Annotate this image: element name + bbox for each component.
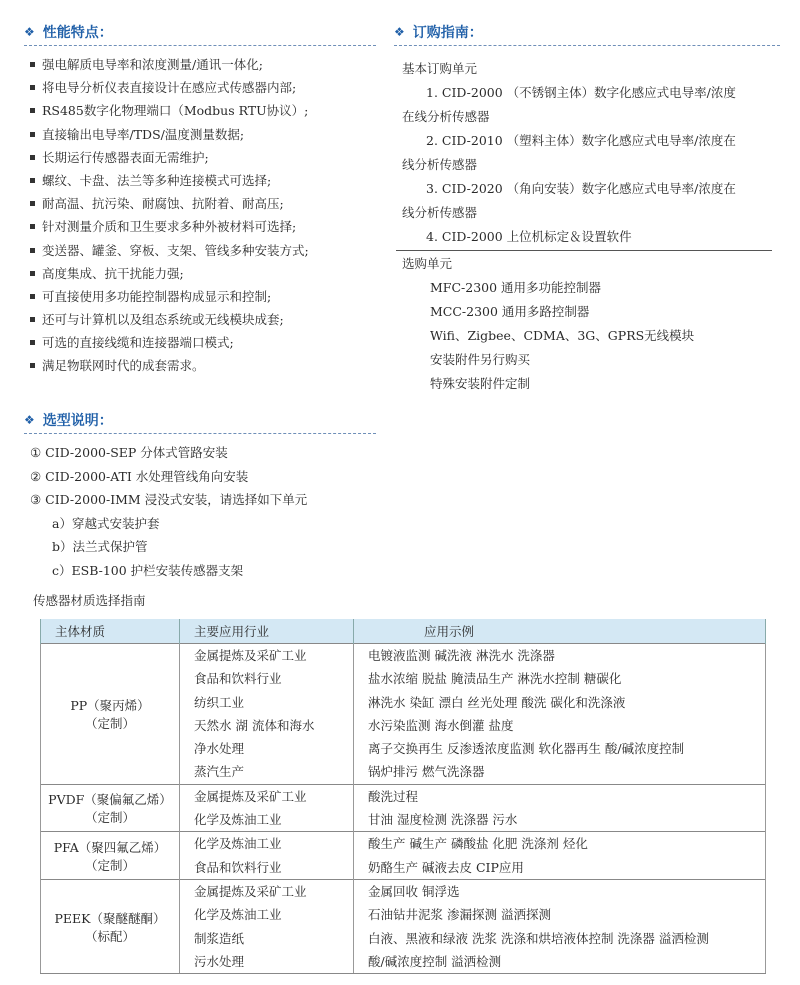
feature-text: 直接输出电导率/TDS/温度测量数据; [42,126,245,142]
header-material: 主体材质 [41,619,180,644]
material-cell [41,832,180,880]
optional-unit-item: MFC-2300 通用多功能控制器 [430,280,602,295]
industry-item: 金属提炼及采矿工业 [194,883,307,899]
square-bullet-icon [30,340,35,345]
selection-title: 选型说明： [42,413,113,429]
ordering-separator [396,250,772,251]
table-row [41,832,766,880]
industry-cell [180,879,354,973]
industry-item: 蒸汽生产 [194,764,245,780]
table-row [41,644,766,785]
header-examples: 应用示例 [354,619,766,644]
optional-unit-item: MCC-2300 通用多路控制器 [430,304,590,319]
industry-item: 制浆造纸 [194,930,245,946]
feature-item [30,215,309,238]
industry-item: 食品和饮料行业 [194,671,282,687]
feature-text: 满足物联网时代的成套需求。 [42,358,205,374]
feature-text: 耐高温、抗污染、耐腐蚀、抗附着、耐高压; [42,196,284,212]
feature-text: 针对测量介质和卫生要求多种外被材料可选择; [42,219,297,235]
optional-unit-item: 安装附件另行购买 [430,352,531,367]
diamond-bullet-icon: ❖ [24,413,35,427]
basic-unit-item: 在线分析传感器 [402,109,490,124]
square-bullet-icon [30,271,35,276]
material-name [41,880,179,973]
material-line: （定制） [84,715,135,731]
industry-cell [180,644,354,785]
ordering-heading [394,22,483,42]
model-option: ③ CID-2000-IMM 浸没式安装，请选择如下单元 [30,492,308,508]
square-bullet-icon [30,201,35,206]
basic-unit-label: 基本订购单元 [402,61,478,76]
example-item: 盐水浓缩 脱盐 腌渍品生产 淋洗水控制 糖碳化 [368,671,622,687]
industry-item: 化学及炼油工业 [194,836,282,852]
table-row [41,784,766,832]
feature-text: 变送器、罐釜、穿板、支架、管线多种安装方式; [42,242,309,258]
basic-unit-item: 线分析传感器 [402,205,478,220]
model-sub-option: b）法兰式保护管 [52,539,148,555]
ordering-block [402,57,772,396]
material-name [41,644,179,784]
model-sub-option: c）ESB-100 护栏安装传感器支架 [52,562,244,578]
feature-item [30,331,309,354]
industry-item: 金属提炼及采矿工业 [194,788,307,804]
selection-block [30,441,307,583]
feature-text: 螺纹、卡盘、法兰等多种连接模式可选择; [42,172,272,188]
industry-item: 化学及炼油工业 [194,812,282,828]
example-item: 水污染监测 海水倒灌 盐度 [368,717,514,733]
basic-unit-item: 3. CID-2020 （角向安装）数字化感应式电导率/浓度在 [426,181,736,196]
example-item: 电镀液监测 碱洗液 淋洗水 洗涤器 [368,648,555,663]
feature-item [30,99,309,122]
material-line: PFA（聚四氟乙烯） [53,839,167,855]
basic-unit-item: 4. CID-2000 上位机标定＆设置软件 [426,229,632,244]
feature-text: 高度集成、抗干扰能力强; [42,265,184,281]
diamond-bullet-icon: ❖ [24,25,35,39]
feature-text: 还可与计算机以及组态系统或无线模块成套; [42,312,284,328]
material-table [40,619,766,974]
example-item: 离子交换再生 反渗透浓度监测 软化器再生 酸/碱浓度控制 [368,741,685,757]
feature-item [30,146,309,169]
industry-item: 污水处理 [194,953,245,969]
square-bullet-icon [30,224,35,229]
square-bullet-icon [30,62,35,67]
example-item: 甘油 湿度检测 洗涤器 污水 [368,812,518,828]
square-bullet-icon [30,85,35,90]
material-line: （定制） [84,857,135,873]
feature-item [30,123,309,146]
ordering-divider [394,45,780,46]
material-line: （标配） [84,928,135,944]
feature-item [30,192,309,215]
feature-item [30,169,309,192]
industry-item: 金属提炼及采矿工业 [194,648,307,663]
example-cell [354,879,766,973]
feature-item [30,76,309,99]
example-item: 酸洗过程 [368,788,419,804]
square-bullet-icon [30,108,35,113]
industry-item: 食品和饮料行业 [194,859,282,875]
feature-text: 可选的直接线缆和连接器端口模式; [42,335,234,351]
industry-cell [180,784,354,832]
basic-unit-item: 线分析传感器 [402,157,478,172]
example-item: 酸/碱浓度控制 溢洒检测 [368,953,502,969]
example-item: 石油钻井泥浆 渗漏探测 溢洒探测 [368,907,551,923]
industry-item: 化学及炼油工业 [194,907,282,923]
example-cell [354,784,766,832]
example-item: 奶酪生产 碱液去皮 CIP应用 [368,859,524,875]
feature-item [30,53,309,76]
square-bullet-icon [30,248,35,253]
material-line: PP（聚丙烯） [70,697,150,713]
square-bullet-icon [30,294,35,299]
material-line: （定制） [84,810,135,826]
features-heading [24,22,113,42]
feature-item [30,354,309,377]
feature-text: RS485数字化物理端口（Modbus RTU协议）; [42,103,309,119]
diamond-bullet-icon: ❖ [394,25,405,39]
material-cell [41,784,180,832]
square-bullet-icon [30,178,35,183]
feature-item [30,239,309,262]
material-name [41,832,179,879]
ordering-title: 订购指南： [412,25,483,41]
feature-text: 强电解质电导率和浓度测量/通讯一体化; [42,57,263,72]
selection-heading [24,410,113,430]
feature-text: 可直接使用多功能控制器构成显示和控制; [42,288,272,304]
features-list [30,53,309,378]
table-header-row [41,619,766,644]
example-item: 淋洗水 染缸 漂白 丝光处理 酸洗 碳化和洗涤液 [368,694,626,710]
industry-item: 净水处理 [194,741,245,757]
industry-item: 天然水 湖 流体和海水 [194,717,315,733]
model-sub-option: a）穿越式安装护套 [52,515,160,531]
feature-item [30,308,309,331]
feature-item [30,285,309,308]
material-line: PVDF（聚偏氟乙烯） [48,792,172,808]
square-bullet-icon [30,155,35,160]
material-line: PEEK（聚醚醚酮） [54,910,166,926]
material-name [41,785,179,832]
features-title: 性能特点： [42,25,113,41]
selection-divider [24,433,376,434]
feature-item [30,262,309,285]
example-cell [354,644,766,785]
material-cell [41,644,180,785]
table-caption: 传感器材质选择指南 [33,593,146,608]
table-row [41,879,766,973]
example-cell [354,832,766,880]
industry-cell [180,832,354,880]
model-option: ① CID-2000-SEP 分体式管路安装 [30,445,228,460]
header-industry: 主要应用行业 [180,619,354,644]
square-bullet-icon [30,132,35,137]
example-item: 金属回收 铜浮选 [368,883,460,899]
feature-text: 将电导分析仪表直接设计在感应式传感器内部; [42,80,297,96]
basic-unit-item: 1. CID-2000 （不锈钢主体）数字化感应式电导率/浓度 [426,85,736,100]
basic-unit-item: 2. CID-2010 （塑料主体）数字化感应式电导率/浓度在 [426,133,736,148]
example-item: 白液、黑液和绿液 洗浆 洗涤和烘培液体控制 洗涤器 溢洒检测 [368,930,709,946]
optional-unit-item: 特殊安装附件定制 [430,376,531,391]
industry-item: 纺织工业 [194,694,245,710]
example-item: 酸生产 碱生产 磷酸盐 化肥 洗涤剂 烃化 [368,836,588,852]
optional-unit-label: 选购单元 [402,256,453,271]
example-item: 锅炉排污 燃气洗涤器 [368,764,485,780]
features-divider [24,45,376,46]
model-option: ② CID-2000-ATI 水处理管线角向安装 [30,468,249,484]
material-cell [41,879,180,973]
square-bullet-icon [30,363,35,368]
square-bullet-icon [30,317,35,322]
optional-unit-item: Wifi、Zigbee、CDMA、3G、GPRS无线模块 [430,328,695,343]
feature-text: 长期运行传感器表面无需维护; [42,149,209,165]
